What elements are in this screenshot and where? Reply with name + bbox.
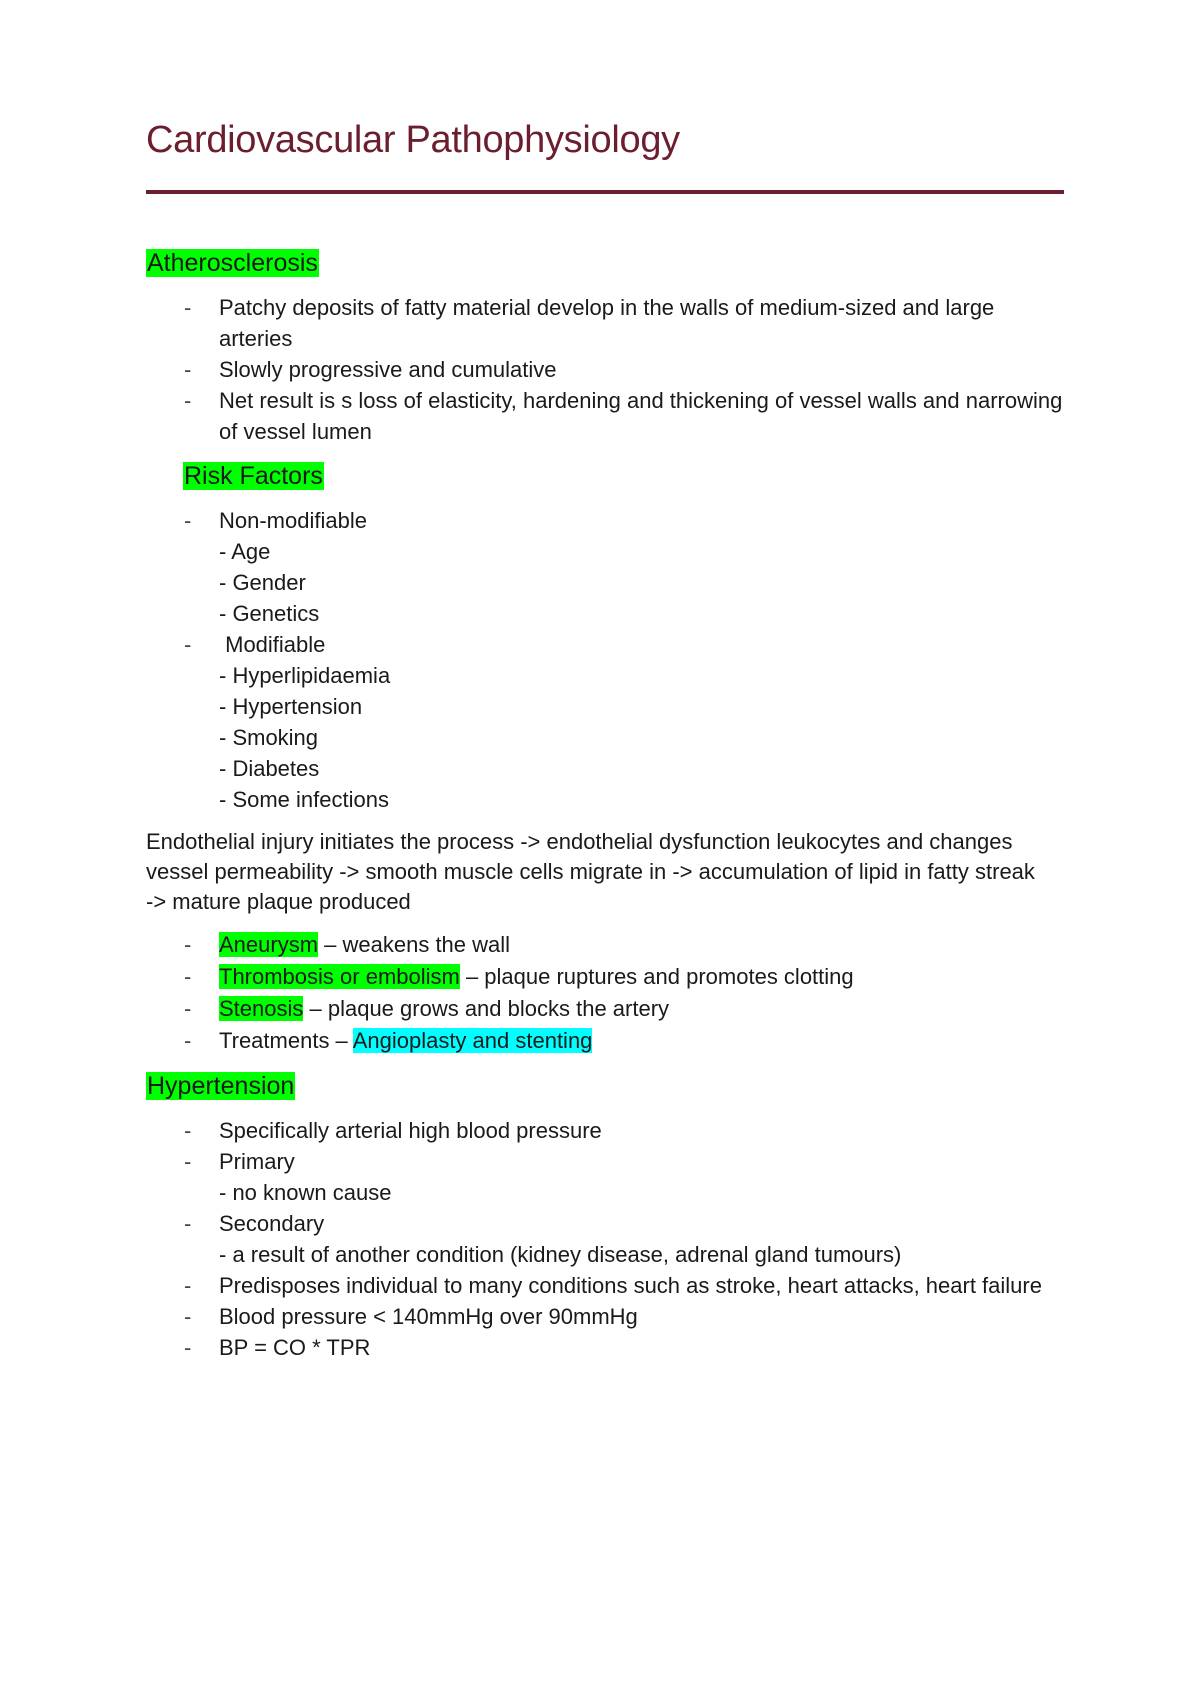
list-item-text: Specifically arterial high blood pressure — [219, 1118, 602, 1143]
list-item — [146, 1301, 1066, 1332]
highlighted-treatment: Angioplasty and stenting — [352, 1028, 593, 1053]
list-item-modifiable — [146, 629, 1066, 815]
dash-bullet: - — [184, 1335, 192, 1360]
list-item — [146, 993, 1066, 1025]
list-item-text: Modifiable — [219, 632, 326, 657]
heading-risk-factors — [183, 459, 1066, 493]
sub-item: - Hypertension — [219, 694, 363, 719]
term-description: – plaque grows and blocks the artery — [303, 996, 670, 1021]
process-paragraph: Endothelial injury initiates the process -> endothelial dysfunction leukocytes and changes vessel permeability -> smooth muscle cells migrate in -> accumulation of lipid in fatty streak -> mature plaque produced — [146, 829, 1035, 914]
dash-bullet: - — [184, 932, 192, 957]
list-item — [146, 961, 1066, 993]
list-item-text: Primary — [219, 1149, 295, 1174]
list-item-text: Blood pressure < 140mmHg over 90mmHg — [219, 1304, 638, 1329]
list-item — [146, 1115, 1066, 1146]
sub-item: - Age — [219, 539, 271, 564]
list-item-text: Net result is s loss of elasticity, hardening and thickening of vessel walls and narrowing of vessel lumen — [219, 388, 1063, 444]
highlighted-term: Thrombosis or embolism — [219, 964, 460, 989]
dash-bullet: - — [184, 508, 192, 533]
dash-bullet: - — [184, 1149, 192, 1174]
highlighted-term: Aneurysm — [219, 932, 319, 957]
list-item — [146, 1332, 1066, 1363]
term-description: – plaque ruptures and promotes clotting — [459, 964, 854, 989]
list-item-secondary — [146, 1208, 1066, 1270]
list-item — [146, 354, 1066, 385]
highlighted-term: Stenosis — [219, 996, 304, 1021]
list-item-treatments — [146, 1025, 1066, 1057]
page-title: Cardiovascular Pathophysiology — [146, 119, 680, 161]
document-page — [146, 110, 1066, 1363]
list-item — [146, 1270, 1066, 1301]
heading-atherosclerosis-text: Atherosclerosis — [147, 249, 318, 277]
sub-item: - Smoking — [219, 725, 319, 750]
sub-item: - Some infections — [219, 787, 389, 812]
dash-bullet: - — [184, 388, 192, 413]
list-item-text: Non-modifiable — [219, 508, 367, 533]
sub-item: - Diabetes — [219, 756, 320, 781]
dash-bullet: - — [184, 357, 192, 382]
heading-atherosclerosis — [146, 246, 1066, 280]
title-divider — [146, 190, 1064, 194]
sub-item: - no known cause — [219, 1180, 392, 1205]
sub-item: - Genetics — [219, 601, 320, 626]
heading-hypertension — [146, 1069, 1066, 1103]
sub-item: - a result of another condition (kidney disease, adrenal gland tumours) — [219, 1242, 902, 1267]
complications-list — [146, 929, 1066, 1057]
atherosclerosis-list — [146, 292, 1066, 447]
heading-risk-factors-text: Risk Factors — [184, 462, 323, 490]
dash-bullet: - — [184, 1211, 192, 1236]
dash-bullet: - — [184, 1273, 192, 1298]
list-item — [146, 385, 1066, 447]
sub-item: - Hyperlipidaemia — [219, 663, 391, 688]
risk-factors-list — [146, 505, 1066, 815]
dash-bullet: - — [184, 1304, 192, 1329]
treatments-label: Treatments – — [219, 1028, 353, 1053]
dash-bullet: - — [184, 632, 192, 657]
dash-bullet: - — [184, 996, 192, 1021]
list-item-text: Patchy deposits of fatty material develop in the walls of medium-sized and large arteries — [219, 295, 995, 351]
list-item-primary — [146, 1146, 1066, 1208]
dash-bullet: - — [184, 964, 192, 989]
dash-bullet: - — [184, 1028, 192, 1053]
heading-hypertension-text: Hypertension — [147, 1072, 295, 1100]
list-item — [146, 292, 1066, 354]
dash-bullet: - — [184, 1118, 192, 1143]
list-item-non-modifiable — [146, 505, 1066, 629]
dash-bullet: - — [184, 295, 192, 320]
sub-item: - Gender — [219, 570, 306, 595]
list-item — [146, 929, 1066, 961]
list-item-text: Predisposes individual to many conditions such as stroke, heart attacks, heart failure — [219, 1273, 1042, 1298]
list-item-text: Slowly progressive and cumulative — [219, 357, 557, 382]
list-item-text: Secondary — [219, 1211, 325, 1236]
hypertension-list — [146, 1115, 1066, 1363]
list-item-text: BP = CO * TPR — [219, 1335, 371, 1360]
term-description: – weakens the wall — [318, 932, 511, 957]
